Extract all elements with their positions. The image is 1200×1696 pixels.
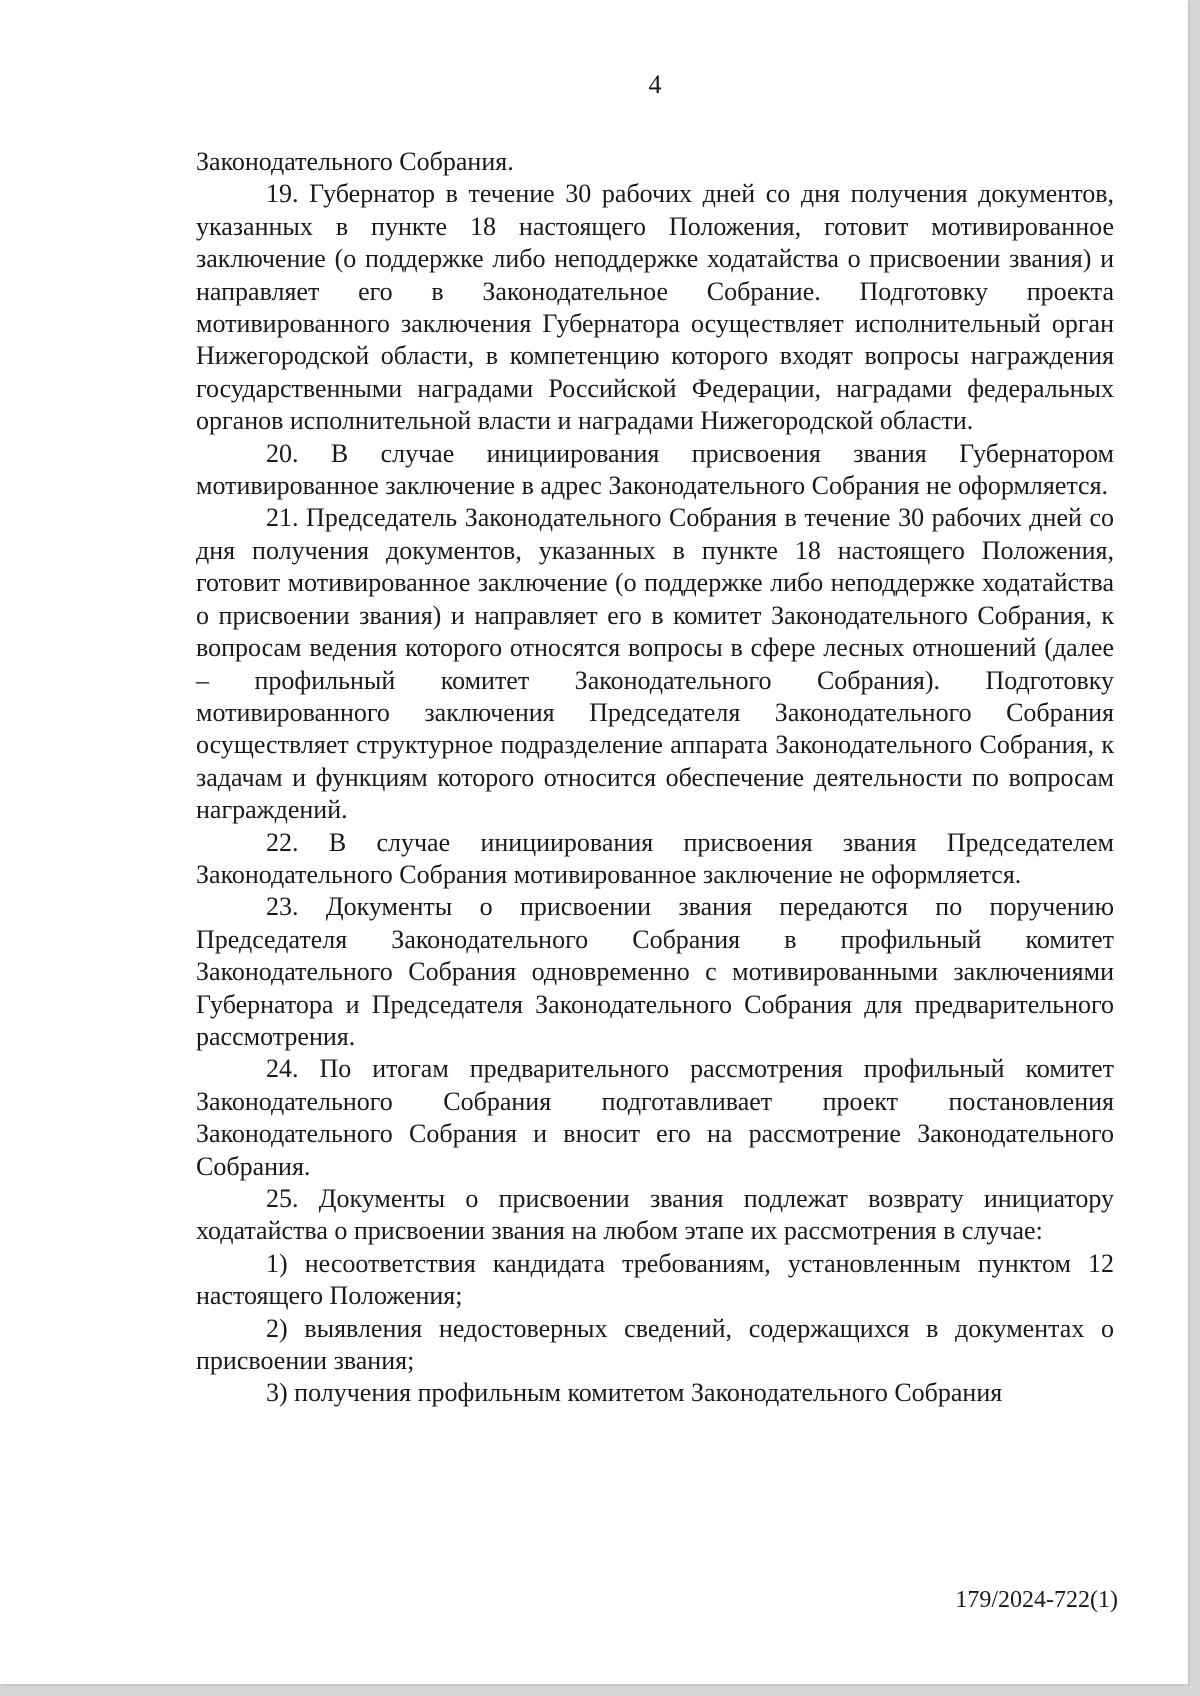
list-item-3: 3) получения профильным комитетом Законодательного Собрания xyxy=(266,1378,1003,1408)
paragraph-25: 25. Документы о присвоении звания подлежат возврату инициатору ходатайства о присвоении звания на любом этапе их рассмотрения в случае: xyxy=(196,1184,1114,1246)
document-body xyxy=(196,146,1114,1410)
paragraph-continuation: Законодательного Собрания. xyxy=(196,147,514,176)
paragraph-21: 21. Председатель Законодательного Собрания в течение 30 рабочих дней со дня получения документов, указанных в пункте 18 настоящего Положения, готовит мотивированное заключение (о поддержке либо неподдержке ходатайства о присвоении звания) и направляет его в комитет Законодательного Собрания, к вопросам ведения которого относятся вопросы в сфере лесных отношений (далее – профильный комитет Законодательного Собрания). Подготовку мотивированного заключения Председателя Законодательного Собрания осуществляет структурное подразделение аппарата Законодательного Собрания, к задачам и функциям которого относится обеспечение деятельности по вопросам награждений. xyxy=(196,503,1114,825)
document-code: 179/2024-722(1) xyxy=(955,1587,1118,1613)
list-item-1: 1) несоответствия кандидата требованиям, установленным пунктом 12 настоящего Положения; xyxy=(196,1248,1114,1311)
paragraph-19: 19. Губернатор в течение 30 рабочих дней со дня получения документов, указанных в пункте 18 настоящего Положения, готовит мотивированное заключение (о поддержке либо неподдержке ходатайства о присвоении звания) и направляет его в Законодательное Собрание. Подготовку проекта мотивированного заключения Губернатора осуществляет исполнительный орган Нижегородской области, в компетенцию которого входят вопросы награждения государственными наградами Российской Федерации, наградами федеральных органов исполнительной власти и наградами Нижегородской области. xyxy=(196,179,1114,436)
list-item-2: 2) выявления недостоверных сведений, содержащихся в документах о присвоении звания; xyxy=(196,1313,1114,1376)
paragraph-24: 24. По итогам предварительного рассмотрения профильный комитет Законодательного Собрания подготавливает проект постановления Законодательного Собрания и вносит его на рассмотрение Законодательного Собрания. xyxy=(196,1054,1114,1181)
paragraph-23: 23. Документы о присвоении звания передаются по поручению Председателя Законодательного Собрания в профильный комитет Законодательного Собрания одновременно с мотивированными заключениями Губернатора и Председателя Законодательного Собрания для предварительного рассмотрения. xyxy=(196,892,1114,1051)
paragraph-22: 22. В случае инициирования присвоения звания Председателем Законодательного Собрания мотивированное заключение не оформляется. xyxy=(196,827,1114,889)
paragraph-20: 20. В случае инициирования присвоения звания Губернатором мотивированное заключение в адрес Законодательного Собрания не оформляется. xyxy=(196,438,1114,501)
page-number: 4 xyxy=(648,70,662,99)
